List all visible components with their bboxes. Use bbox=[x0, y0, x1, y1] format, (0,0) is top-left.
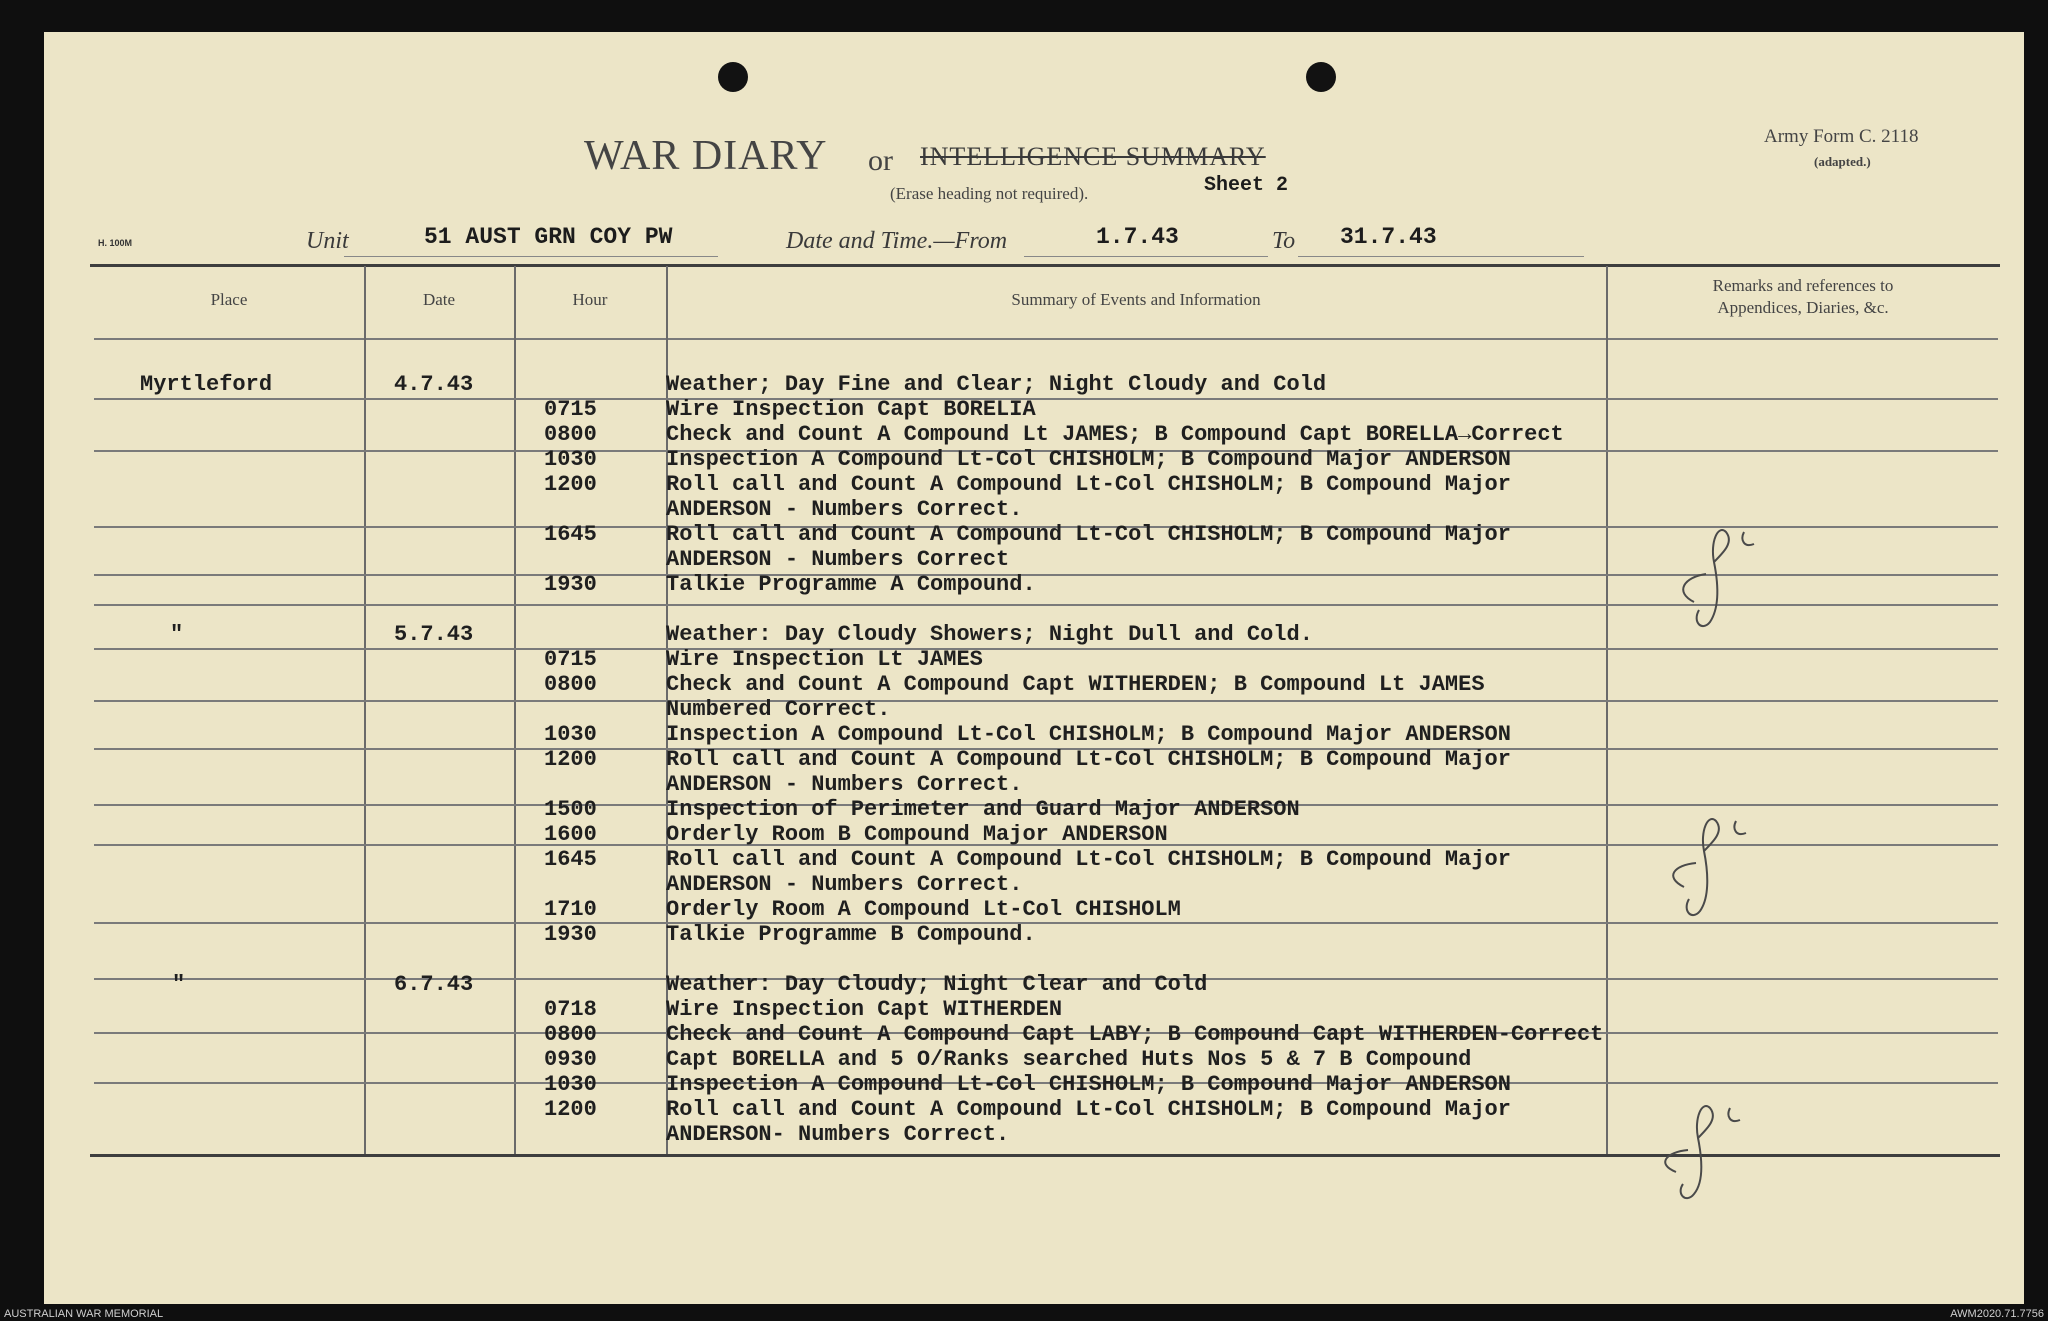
header-rule bbox=[94, 338, 1998, 340]
struck-heading: INTELLIGENCE SUMMARY bbox=[920, 142, 1266, 171]
entry-hour: 0930 bbox=[544, 1047, 597, 1072]
col-header-remarks-line1: Remarks and references to bbox=[1712, 276, 1894, 295]
entry-hour: 0715 bbox=[544, 647, 597, 672]
punch-hole-right bbox=[1306, 62, 1336, 92]
from-date: 1.7.43 bbox=[1096, 224, 1179, 250]
entry-hour: 1930 bbox=[544, 922, 597, 947]
entry-summary: Orderly Room B Compound Major ANDERSON bbox=[666, 822, 1168, 847]
entry-summary: ANDERSON- Numbers Correct. bbox=[666, 1122, 1010, 1147]
unit-underline bbox=[344, 256, 718, 257]
diary-sheet bbox=[44, 32, 2024, 1304]
row-rule bbox=[94, 700, 1998, 702]
entry-summary: Inspection A Compound Lt-Col CHISHOLM; B Compound Major ANDERSON bbox=[666, 447, 1511, 472]
entry-hour: 0800 bbox=[544, 1022, 597, 1047]
row-rule bbox=[94, 648, 1998, 650]
entry-summary: Inspection of Perimeter and Guard Major ANDERSON bbox=[666, 797, 1300, 822]
col-header-summary: Summary of Events and Information bbox=[1011, 290, 1261, 309]
army-form-note: (adapted.) bbox=[1814, 154, 1871, 169]
entry-hour: 1710 bbox=[544, 897, 597, 922]
col-header-date: Date bbox=[422, 290, 456, 309]
entry-hour: 1645 bbox=[544, 522, 597, 547]
entry-hour: 1600 bbox=[544, 822, 597, 847]
sheet-number: Sheet 2 bbox=[1204, 174, 1289, 197]
date-time-label: Date and Time.—From bbox=[786, 228, 1008, 254]
entry-date: 5.7.43 bbox=[394, 622, 474, 647]
entry-summary: Wire Inspection Capt WITHERDEN bbox=[666, 997, 1063, 1022]
entry-summary: Roll call and Count A Compound Lt-Col CHISHOLM; B Compound Major bbox=[666, 747, 1511, 772]
entry-summary: Check and Count A Compound Capt WITHERDEN; B Compound Lt JAMES bbox=[666, 672, 1485, 697]
to-date: 31.7.43 bbox=[1340, 224, 1437, 250]
entry-date: 6.7.43 bbox=[394, 972, 474, 997]
col-header-hour: Hour bbox=[572, 290, 608, 309]
col-header-remarks-line2: Appendices, Diaries, &c. bbox=[1717, 298, 1889, 317]
entry-summary: Roll call and Count A Compound Lt-Col CHISHOLM; B Compound Major bbox=[666, 522, 1511, 547]
entry-hour: 1500 bbox=[544, 797, 597, 822]
entry-hour: 0715 bbox=[544, 397, 597, 422]
entry-summary: Inspection A Compound Lt-Col CHISHOLM; B Compound Major ANDERSON bbox=[666, 1072, 1511, 1097]
handwritten-initials bbox=[1644, 777, 1804, 927]
handwritten-initials bbox=[1644, 482, 1804, 632]
unit-label: Unit bbox=[306, 228, 349, 254]
footer-credit: AUSTRALIAN WAR MEMORIAL bbox=[4, 1308, 164, 1320]
entry-hour: 0800 bbox=[544, 422, 597, 447]
entry-hour: 0718 bbox=[544, 997, 597, 1022]
entry-summary: Roll call and Count A Compound Lt-Col CHISHOLM; B Compound Major bbox=[666, 1097, 1511, 1122]
entry-hour: 1200 bbox=[544, 1097, 597, 1122]
entry-hour: 0800 bbox=[544, 672, 597, 697]
unit-value: 51 AUST GRN COY PW bbox=[424, 224, 673, 250]
erase-note: (Erase heading not required). bbox=[890, 184, 1089, 203]
entry-summary: ANDERSON - Numbers Correct. bbox=[666, 872, 1023, 897]
entry-hour: 1645 bbox=[544, 847, 597, 872]
entry-hour: 1930 bbox=[544, 572, 597, 597]
col-header-place: Place bbox=[210, 290, 248, 309]
footer-accession-number: AWM2020.71.7756 bbox=[1950, 1308, 2044, 1320]
entry-hour: 1200 bbox=[544, 747, 597, 772]
entry-summary: Talkie Programme B Compound. bbox=[666, 922, 1036, 947]
entry-place: Myrtleford bbox=[140, 372, 273, 397]
from-underline bbox=[1024, 256, 1268, 257]
entry-hour: 1030 bbox=[544, 447, 597, 472]
entry-summary: Weather: Day Cloudy Showers; Night Dull and Cold. bbox=[666, 622, 1313, 647]
to-label: To bbox=[1272, 228, 1296, 254]
entry-summary: ANDERSON - Numbers Correct bbox=[666, 547, 1010, 572]
entry-summary: Wire Inspection Capt BORELIA bbox=[666, 397, 1036, 422]
entry-summary: Talkie Programme A Compound. bbox=[666, 572, 1036, 597]
entry-date: 4.7.43 bbox=[394, 372, 474, 397]
entry-summary: Inspection A Compound Lt-Col CHISHOLM; B Compound Major ANDERSON bbox=[666, 722, 1511, 747]
entry-place-ditto: " bbox=[170, 622, 184, 647]
entry-summary: ANDERSON - Numbers Correct. bbox=[666, 497, 1023, 522]
entry-summary: Roll call and Count A Compound Lt-Col CHISHOLM; B Compound Major bbox=[666, 472, 1511, 497]
entry-hour: 1200 bbox=[544, 472, 597, 497]
entry-summary: ANDERSON - Numbers Correct. bbox=[666, 772, 1023, 797]
handwritten-initials bbox=[1636, 1072, 1796, 1212]
entry-place-ditto: " bbox=[172, 972, 186, 997]
entry-summary: Check and Count A Compound Capt LABY; B Compound Capt WITHERDEN-Correct bbox=[666, 1022, 1604, 1047]
entry-summary: Capt BORELLA and 5 O/Ranks searched Huts Nos 5 & 7 B Compound bbox=[666, 1047, 1472, 1072]
entry-summary: Weather: Day Cloudy; Night Clear and Cold bbox=[666, 972, 1208, 997]
print-code: H. 100M bbox=[98, 238, 133, 248]
entry-summary: Weather; Day Fine and Clear; Night Cloudy and Cold bbox=[666, 372, 1327, 397]
form-title: WAR DIARY bbox=[584, 133, 828, 179]
to-underline bbox=[1298, 256, 1584, 257]
entry-hour: 1030 bbox=[544, 1072, 597, 1097]
entry-summary: Roll call and Count A Compound Lt-Col CHISHOLM; B Compound Major bbox=[666, 847, 1511, 872]
entry-summary: Orderly Room A Compound Lt-Col CHISHOLM bbox=[666, 897, 1181, 922]
entry-summary: Check and Count A Compound Lt JAMES; B Compound Capt BORELLA→Correct bbox=[666, 422, 1564, 447]
army-form-number: Army Form C. 2118 bbox=[1764, 126, 1919, 147]
punch-hole-left bbox=[718, 62, 748, 92]
title-or: or bbox=[868, 144, 893, 177]
entry-summary: Wire Inspection Lt JAMES bbox=[666, 647, 983, 672]
entry-hour: 1030 bbox=[544, 722, 597, 747]
table-top-rule bbox=[90, 264, 2000, 267]
row-rule bbox=[94, 398, 1998, 400]
entry-summary: Numbered Correct. bbox=[666, 697, 891, 722]
